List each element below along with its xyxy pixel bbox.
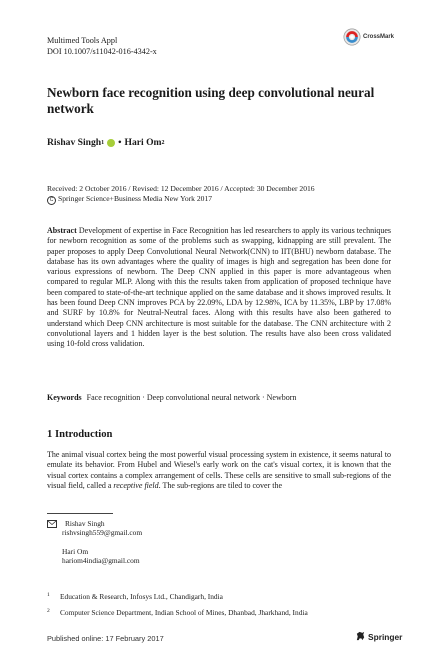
contact-info — [47, 519, 142, 566]
springer-logo — [355, 631, 402, 642]
author-1: Rishav Singh — [47, 137, 102, 148]
doi-link[interactable]: DOI 10.1007/s11042-016-4342-x — [47, 47, 157, 56]
contact-spacer — [47, 538, 142, 547]
author-list — [47, 137, 165, 148]
contact-email-1[interactable]: rishvsingh559@gmail.com — [62, 528, 143, 538]
author-2-affiliation: 2 — [161, 139, 165, 146]
envelope-icon — [47, 520, 57, 528]
journal-header — [47, 35, 157, 57]
author-1-affiliation: 1 — [101, 139, 105, 146]
introduction-text — [47, 450, 391, 491]
affiliation-2-number: 2 — [47, 608, 50, 614]
affiliation-2 — [47, 607, 308, 617]
springer-wordmark: Springer — [368, 631, 403, 642]
abstract-text: Development of expertise in Face Recognition has led researchers to apply its various techniques for newborn recognition as some of the problems such as swapping, kidnapping are still prevalent. The paper proposes to apply Deep Convolutional Neural Network(CNN) to IIT(BHU) newborn database. The database has its own advantages where the quality of images is high and segregation has been done for various expressions of newborn. The Deep CNN applied in this paper is more advantageous when compared to regular MLP. Along with this the results taken from application of proposed technique have been compared to state-of-the-art technique applied on the same database and it shows improved results. It has been found Deep CNN improves PCA by 22.09%, LDA by 12.98%, ICA by 11.35%, LBP by 17.08% and SURF by 10.8% for Neutral-Neutral faces. Along with this results have also been gathered to understand which Deep CNN architecture is most suitable for the database. The CNN architecture with 2 convolutional layers and 1 hidden layer is the best solution. The results have also been cross validated using 10-fold cross validation. — [47, 226, 392, 349]
affiliation-2-text: Computer Science Department, Indian School of Mines, Dhanbad, Jharkhand, India — [60, 608, 308, 617]
contact-name-2: Hari Om — [62, 546, 89, 556]
keywords-label: Keywords — [47, 393, 82, 402]
copyright-text: Springer Science+Business Media New York 2017 — [58, 193, 213, 203]
intro-italic-term: receptive field — [113, 480, 159, 490]
orcid-icon[interactable] — [107, 139, 115, 147]
section-heading: 1 Introduction — [47, 429, 113, 440]
affiliation-1-number: 1 — [47, 592, 50, 598]
crossmark-icon — [343, 28, 361, 46]
author-2: Hari Om — [124, 137, 162, 148]
copyright-icon: C — [47, 196, 56, 205]
published-online: Published online: 17 February 2017 — [47, 634, 164, 643]
publication-dates — [47, 184, 377, 205]
footnote-rule — [47, 513, 113, 514]
keywords-text: Face recognition · Deep convolutional neural network · Newborn — [86, 393, 297, 402]
intro-text-after: . The sub-regions are tiled to cover the — [158, 480, 283, 490]
contact-name-1: Rishav Singh — [65, 519, 105, 528]
affiliation-1 — [47, 591, 223, 601]
keywords — [47, 393, 391, 403]
paper-title: Newborn face recognition using deep convolutional neural network — [47, 85, 375, 116]
intro-text-before: The animal visual cortex being the most powerful visual processing system in existence, it seems natural to emulate its behavior. From Hubel and Wiesel's early work on the cat's visual cortex, it is known that the visual cortex contains a complex arrangement of cells. These cells are sensitive to small sub-regions of the visual field, called a — [47, 450, 391, 490]
affiliation-1-text: Education & Research, Infosys Ltd., Chandigarh, India — [60, 592, 223, 601]
springer-horse-icon — [355, 631, 366, 642]
author-separator: • — [118, 137, 122, 148]
history-line: Received: 2 October 2016 / Revised: 12 December 2016 / Accepted: 30 December 2016 — [47, 184, 315, 193]
copyright-line — [47, 194, 377, 205]
contact-name-line — [47, 519, 142, 528]
abstract-label: Abstract — [47, 226, 77, 235]
crossmark-badge[interactable] — [343, 26, 403, 48]
journal-name: Multimed Tools Appl — [47, 36, 118, 45]
abstract — [47, 226, 391, 350]
crossmark-label: CrossMark — [363, 34, 395, 40]
contact-email-2[interactable]: hariom4india@gmail.com — [62, 556, 140, 566]
